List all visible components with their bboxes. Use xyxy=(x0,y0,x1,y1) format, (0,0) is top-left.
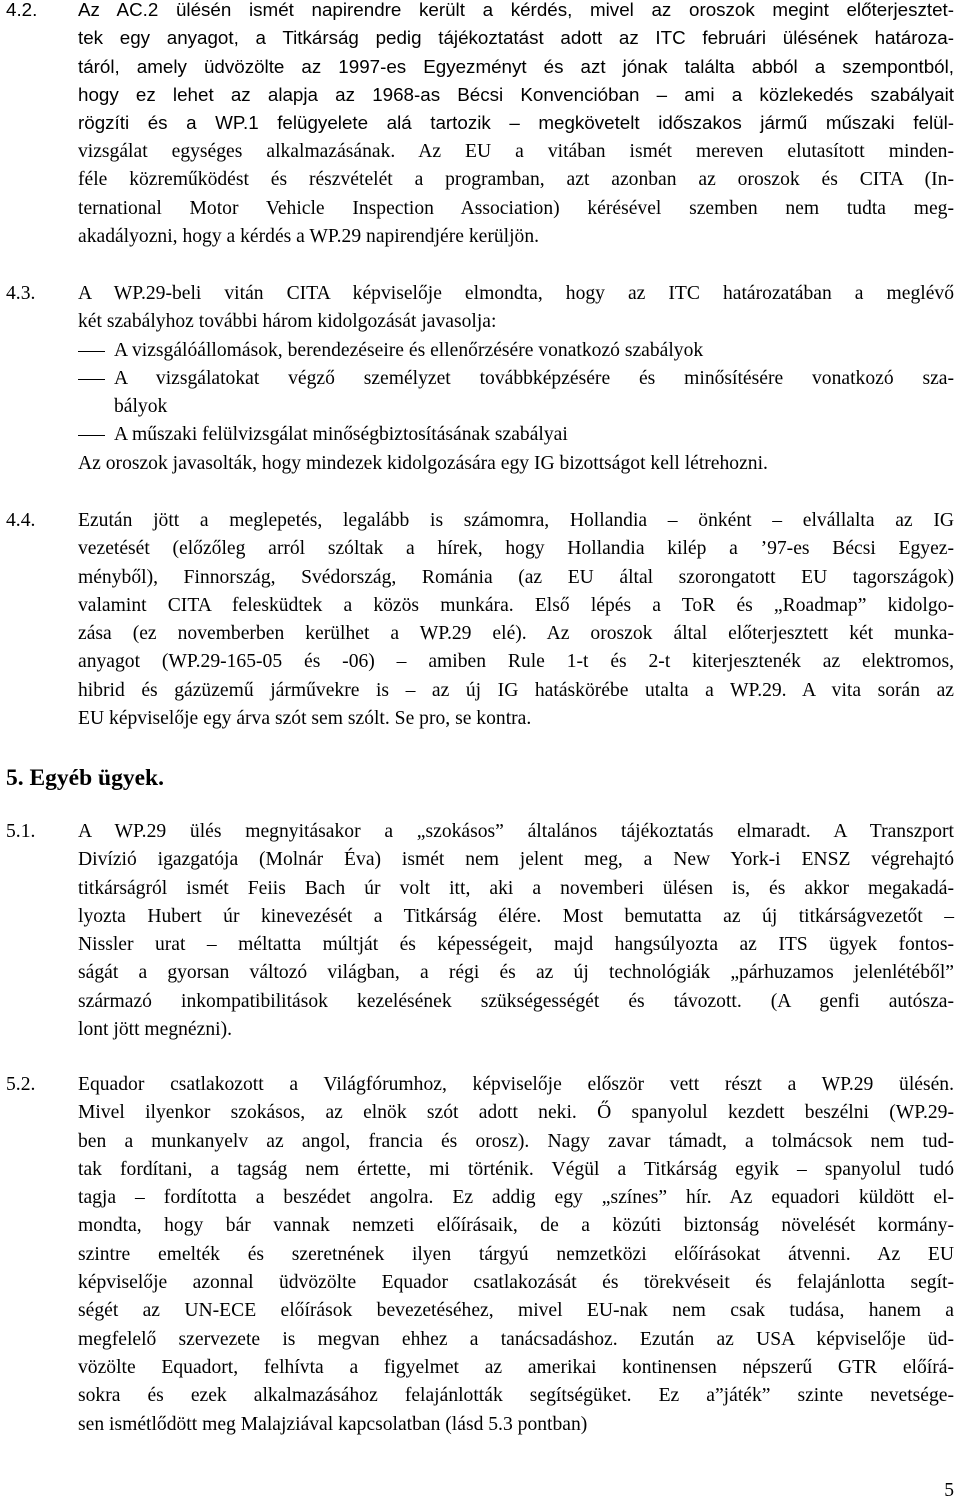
text-line: anyagot (WP.29-165-05 és -06) – amiben Rule 1-t és 2-t kiterjesztenék az elektromos, xyxy=(78,651,954,673)
text-line: ben a munkanyelv az angol, francia és orosz). Nagy zavar támadt, a tolmácsok nem tud- xyxy=(78,1130,954,1152)
paragraph-text xyxy=(78,507,954,733)
text-line: vizsgálat egységes alkalmazásának. Az EU a vitában ismét mereven elutasított minden- xyxy=(78,141,954,162)
text-line: ményből), Finnország, Svédország, Románia (az EU által szorongatott EU tagországok) xyxy=(78,566,954,588)
paragraph-text xyxy=(78,280,954,478)
text-line: lyozta Hubert úr kinevezését a Titkárság élére. Most bemutatta az új titkárságvezetőt – xyxy=(78,905,954,927)
section-number: 4.3. xyxy=(6,283,36,304)
section-number: 4.2. xyxy=(6,0,38,20)
text-line: vözölte Equadort, felhívta a figyelmet az amerikai kontinensen népszerű GTR előírá- xyxy=(78,1356,954,1378)
text-line: A WP.29 ülés megnyitásakor a „szokásos” általános tájékoztatás elmaradt. A Transzport xyxy=(78,821,954,842)
text-line: mondta, hogy bár vannak nemzeti előírásaik, de a közúti biztonság növelését kormány- xyxy=(78,1215,954,1237)
dash-bullet xyxy=(78,337,114,365)
paragraph-text xyxy=(78,818,954,1044)
section-5-2 xyxy=(0,1071,960,1439)
section-4-2-continued xyxy=(0,138,960,251)
text-line: ternational Motor Vehicle Inspection Association) kérésével szemben nem tudta meg- xyxy=(78,197,954,219)
dash-bullet xyxy=(78,421,114,449)
text-line: két szabályhoz további három kidolgozását javasolja: xyxy=(78,311,497,333)
text-line: ságát a gyorsan változó világban, a régi és az új technológiák „párhuzamos jelenlétéből” xyxy=(78,962,954,984)
text-line: tagja – fordította a beszédet angolra. Ez addig egy „színes” hír. Az equadori küldött el- xyxy=(78,1187,954,1209)
text-line: táról, amely üdvözölte az 1997-es Egyezményt és azt jónak találta abból a szempontból, xyxy=(78,55,954,77)
text-line: Az oroszok javasolták, hogy mindezek kidolgozására egy IG bizottságot kell létrehozni. xyxy=(78,452,768,474)
text-line: A vizsgálóállomások, berendezéseire és ellenőrzésére vonatkozó szabályok xyxy=(114,339,704,361)
text-line: megfelelő szervezete is megvan ehhez a tanácsadáshoz. Ezután az USA képviselője üd- xyxy=(78,1328,954,1350)
text-line: Az AC.2 ülésén ismét napirendre került a kérdés, mivel az oroszok megint előterjesztet- xyxy=(78,0,954,20)
section-heading: 5. Egyéb ügyek. xyxy=(6,765,164,791)
text-line: tek egy anyagot, a Titkárság pedig tájékoztatást adott az ITC februári ülésének határoza- xyxy=(78,27,954,49)
text-line: hogy ez lehet az alapja az 1968-as Bécsi Konvencióban – ami a közlekedés szabályait xyxy=(78,83,954,105)
list-item xyxy=(78,421,954,449)
text-line: szintre emelték és szeretnének ilyen tárgyú nemzetközi előírásokat átvenni. Az EU xyxy=(78,1243,954,1265)
text-line: sen ismétlődött meg Malajziával kapcsolatban (lásd 5.3 pontban) xyxy=(78,1413,588,1435)
text-line: valamint CITA felesküdtek a közös munkára. Első lépés a ToR és „Roadmap” kidolgo- xyxy=(78,594,954,616)
paragraph-text xyxy=(78,138,954,251)
list-item xyxy=(78,337,954,365)
text-line: A vizsgálatokat végző személyzet továbbképzésére és minősítésére vonatkozó sza- xyxy=(114,367,954,389)
paragraph-text xyxy=(78,1071,954,1439)
text-line: rögzíti és a WP.1 felügyelete alá tartozik – megkövetelt időszakos jármű műszaki felül- xyxy=(78,112,954,134)
text-line: lont jött megnézni). xyxy=(78,1019,232,1041)
paragraph-text xyxy=(78,0,954,137)
text-line: származó inkompatibilitások kezelésének szükségességét és távozott. (A genfi autósza- xyxy=(78,990,954,1012)
text-line: Equador csatlakozott a Világfórumhoz, képviselője először vett részt a WP.29 ülésén. xyxy=(78,1074,954,1095)
text-line: Nissler urat – méltatta múltját és képességeit, majd hangsúlyozta az ITS ügyek fontos- xyxy=(78,934,954,956)
text-line: vezetését (előzőleg arról szóltak a hírek, hogy Hollandia kilép a ’97-es Bécsi Egyez- xyxy=(78,538,954,560)
text-line: Divízió igazgatója (Molnár Éva) ismét nem jelent meg, a New York-i ENSZ végrehajtó xyxy=(78,849,954,871)
text-line: képviselője azonnal üdvözölte Equador csatlakozását és törekvéseit és felajánlotta segít- xyxy=(78,1272,954,1294)
list-item xyxy=(78,365,954,422)
section-4-4 xyxy=(0,507,960,733)
section-5-1 xyxy=(0,818,960,1044)
text-line: féle közreműködést és részvételét a programban, azt azonban az oroszok és CITA (In- xyxy=(78,169,954,191)
text-line: A műszaki felülvizsgálat minőségbiztosításának szabályai xyxy=(114,424,568,446)
text-line: sokra és ezek alkalmazásához felajánlották segítségüket. Ez a”játék” szinte nevetsége- xyxy=(78,1385,954,1407)
text-line: EU képviselője egy árva szót sem szólt. Se pro, se kontra. xyxy=(78,708,532,730)
dash-bullet xyxy=(78,365,114,422)
text-line: zása (ez novemberben kerülhet a WP.29 elé). Az oroszok által előterjesztett két munka- xyxy=(78,623,954,645)
section-number: 4.4. xyxy=(6,510,36,531)
text-line: A WP.29-beli vitán CITA képviselője elmondta, hogy az ITC határozatában a meglévő xyxy=(78,283,954,304)
page-number: 5 xyxy=(944,1479,954,1501)
text-line: akadályozni, hogy a kérdés a WP.29 napirendjére kerüljön. xyxy=(78,225,540,247)
section-number: 5.1. xyxy=(6,821,36,842)
section-4-3 xyxy=(0,280,960,478)
section-4-2 xyxy=(0,0,960,137)
text-line: hibrid és gázüzemű járművekre is – az új IG hatáskörébe utalta a WP.29. A vita során az xyxy=(78,679,954,701)
text-line: Ezután jött a meglepetés, legalább is számomra, Hollandia – önként – elvállalta az IG xyxy=(78,510,954,531)
text-line: titkárságról ismét Feiis Bach úr volt itt, aki a novemberi ülésen is, és akkor megakadá- xyxy=(78,877,954,899)
text-line: bályok xyxy=(114,396,168,418)
text-line: Mivel ilyenkor szokásos, az elnök szót adott neki. Ő spanyolul kezdett beszélni (WP.29- xyxy=(78,1102,954,1124)
text-line: ségét az UN-ECE előírások bevezetéséhez, mivel EU-nak nem csak tudása, hanem a xyxy=(78,1300,954,1322)
section-number: 5.2. xyxy=(6,1074,36,1095)
text-line: tak fordítani, a tagság nem értette, mi történik. Végül a Titkárság egyik – spanyolul tudó xyxy=(78,1158,954,1180)
